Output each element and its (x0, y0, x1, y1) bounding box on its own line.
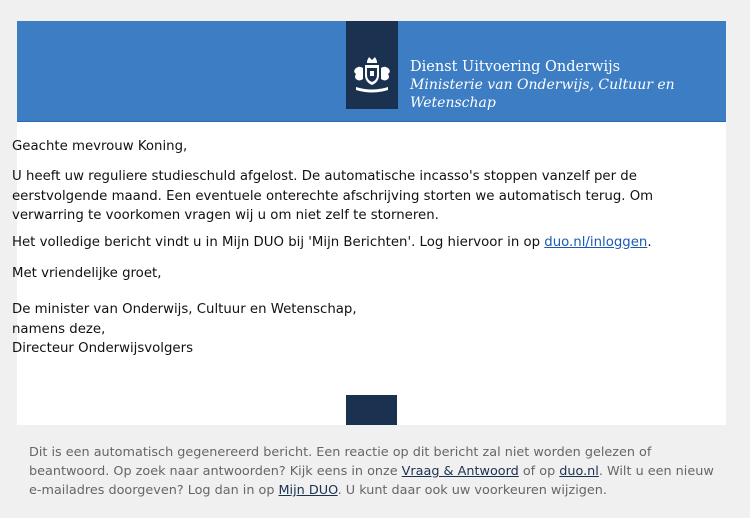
disclaimer-part-4: . U kunt daar ook uw voorkeuren wijzigen. (337, 483, 607, 498)
signature-line-1: De minister van Onderwijs, Cultuur en Wetenschap, (12, 302, 357, 317)
footer-logo-block (346, 395, 397, 425)
full-message-paragraph (12, 233, 702, 253)
disclaimer-part-2: of op (518, 464, 560, 479)
duo-site-link[interactable]: duo.nl (559, 464, 599, 479)
organization-name (410, 58, 675, 112)
royal-coat-of-arms-icon (350, 55, 394, 95)
disclaimer-part-1: Dit is een automatisch gegenereerd bericht. Een reactie op dit bericht zal niet worden gelezen of beantwoord. Op zoek naar antwoorden? Kijk eens in onze (29, 445, 652, 479)
closing: Met vriendelijke groet, (12, 266, 162, 281)
signature-line-3: Directeur Onderwijsvolgers (12, 341, 194, 356)
disclaimer-part-3: . Wilt u een nieuw e-mailadres doorgeven? Log dan in op (29, 464, 714, 498)
signature (12, 300, 357, 359)
logo-block (346, 21, 398, 109)
header-banner (17, 21, 726, 122)
full-message-suffix: . (647, 235, 652, 250)
ministry-line-2: Wetenschap (410, 95, 496, 111)
signature-line-2: namens deze, (12, 321, 106, 337)
main-paragraph: U heeft uw reguliere studieschuld afgelost. De automatische incasso's stoppen vanzelf per de eerstvolgende maand. Een eventuele onterechte afschrijving storten we automatisch terug. Om verwarring te voorkomen vragen wij u om niet zelf te storneren. (12, 169, 654, 223)
disclaimer-text (29, 443, 729, 500)
ministry-line-1: Ministerie van Onderwijs, Cultuur en (410, 77, 675, 93)
full-message-text: Het volledige bericht vindt u in Mijn DUO bij 'Mijn Berichten'. Log hiervoor in op (12, 235, 545, 250)
faq-link[interactable]: Vraag & Antwoord (401, 464, 519, 479)
login-link[interactable]: duo.nl/inloggen (544, 235, 648, 250)
org-title: Dienst Uitvoering Onderwijs (410, 59, 621, 75)
mijn-duo-link[interactable]: Mijn DUO (278, 483, 338, 498)
salutation: Geachte mevrouw Koning, (12, 139, 188, 154)
